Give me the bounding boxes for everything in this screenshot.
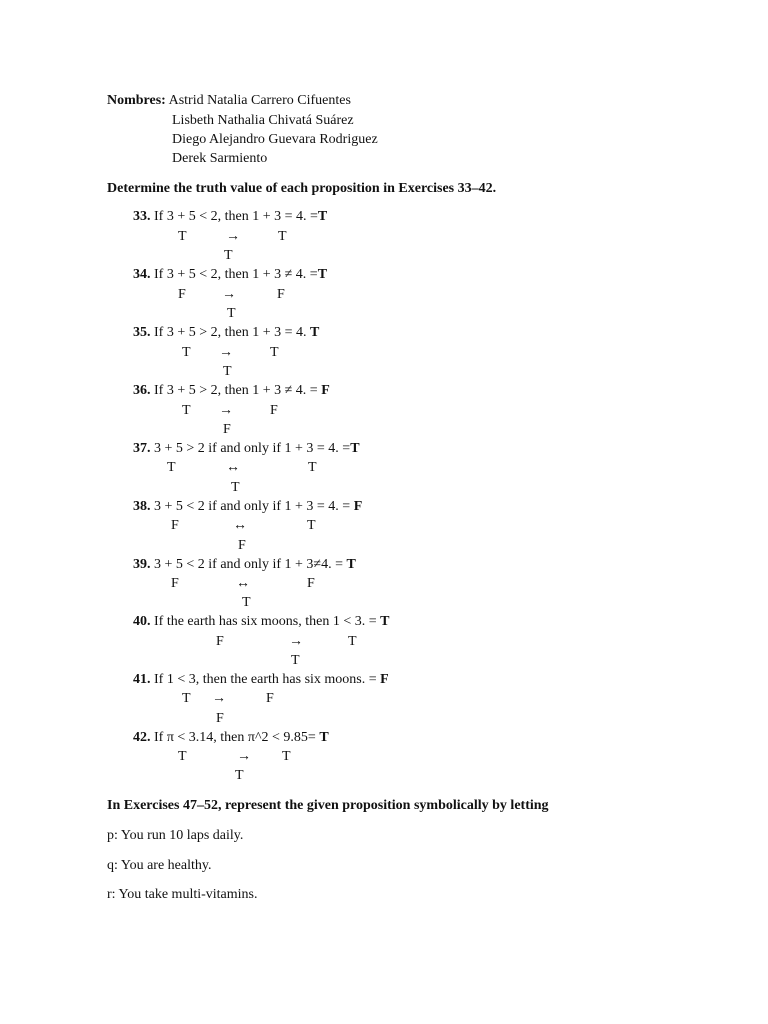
name-1: Astrid Natalia Carrero Cifuentes	[168, 93, 351, 108]
definition-p: p: You run 10 laps daily.	[107, 828, 244, 843]
instruction-heading-2: In Exercises 47–52, represent the given proposition symbolically by letting	[107, 798, 549, 813]
exercise-34: 34. If 3 + 5 < 2, then 1 + 3 ≠ 4. =T	[133, 267, 328, 282]
ex39-op: ↔	[236, 576, 250, 591]
ex38-left: F	[171, 518, 179, 533]
ex33-right: T	[278, 229, 287, 244]
ex35-left: T	[182, 345, 191, 360]
ex36-right: F	[270, 403, 278, 418]
ex41-result: F	[216, 711, 224, 726]
ex33-op: →	[226, 229, 240, 244]
ex40-op: →	[289, 634, 303, 649]
ex33-result: T	[224, 248, 233, 263]
ex42-op: →	[237, 749, 251, 764]
ex40-right: T	[348, 634, 357, 649]
definition-q: q: You are healthy.	[107, 858, 212, 873]
ex39-right: F	[307, 576, 315, 591]
ex36-result: F	[223, 422, 231, 437]
ex37-op: ↔	[226, 460, 240, 475]
ex41-right: F	[266, 691, 274, 706]
ex39-result: T	[242, 595, 251, 610]
ex34-op: →	[222, 287, 236, 302]
exercise-42: 42. If π < 3.14, then π^2 < 9.85= T	[133, 730, 329, 745]
ex37-left: T	[167, 460, 176, 475]
name-3: Diego Alejandro Guevara Rodriguez	[172, 132, 378, 147]
ex40-left: F	[216, 634, 224, 649]
ex41-left: T	[182, 691, 191, 706]
ex36-left: T	[182, 403, 191, 418]
ex34-right: F	[277, 287, 285, 302]
ex35-right: T	[270, 345, 279, 360]
definition-r: r: You take multi-vitamins.	[107, 887, 258, 902]
ex37-right: T	[308, 460, 317, 475]
ex34-result: T	[227, 306, 236, 321]
ex38-op: ↔	[233, 518, 247, 533]
name-2: Lisbeth Nathalia Chivatá Suárez	[172, 113, 354, 128]
ex35-op: →	[219, 345, 233, 360]
ex42-right: T	[282, 749, 291, 764]
exercise-35: 35. If 3 + 5 > 2, then 1 + 3 = 4. T	[133, 325, 320, 340]
name-4: Derek Sarmiento	[172, 151, 268, 166]
ex42-result: T	[235, 768, 244, 783]
ex39-left: F	[171, 576, 179, 591]
exercise-41: 41. If 1 < 3, then the earth has six moons. = F	[133, 672, 389, 687]
ex42-left: T	[178, 749, 187, 764]
ex41-op: →	[212, 691, 226, 706]
ex38-result: F	[238, 538, 246, 553]
exercise-36: 36. If 3 + 5 > 2, then 1 + 3 ≠ 4. = F	[133, 383, 330, 398]
ex38-right: T	[307, 518, 316, 533]
ex35-result: T	[223, 364, 232, 379]
ex40-result: T	[291, 653, 300, 668]
ex33-left: T	[178, 229, 187, 244]
exercise-39: 39. 3 + 5 < 2 if and only if 1 + 3≠4. = T	[133, 557, 356, 572]
ex34-left: F	[178, 287, 186, 302]
exercise-33: 33. If 3 + 5 < 2, then 1 + 3 = 4. =T	[133, 209, 328, 224]
exercise-40: 40. If the earth has six moons, then 1 < 3. = T	[133, 614, 390, 629]
ex37-result: T	[231, 480, 240, 495]
names-row-1	[107, 92, 351, 110]
instruction-heading-1: Determine the truth value of each proposition in Exercises 33–42.	[107, 181, 497, 196]
names-label: Nombres:	[107, 93, 166, 108]
ex36-op: →	[219, 403, 233, 418]
exercise-38: 38. 3 + 5 < 2 if and only if 1 + 3 = 4. = F	[133, 499, 363, 514]
exercise-37: 37. 3 + 5 > 2 if and only if 1 + 3 = 4. =T	[133, 441, 360, 456]
